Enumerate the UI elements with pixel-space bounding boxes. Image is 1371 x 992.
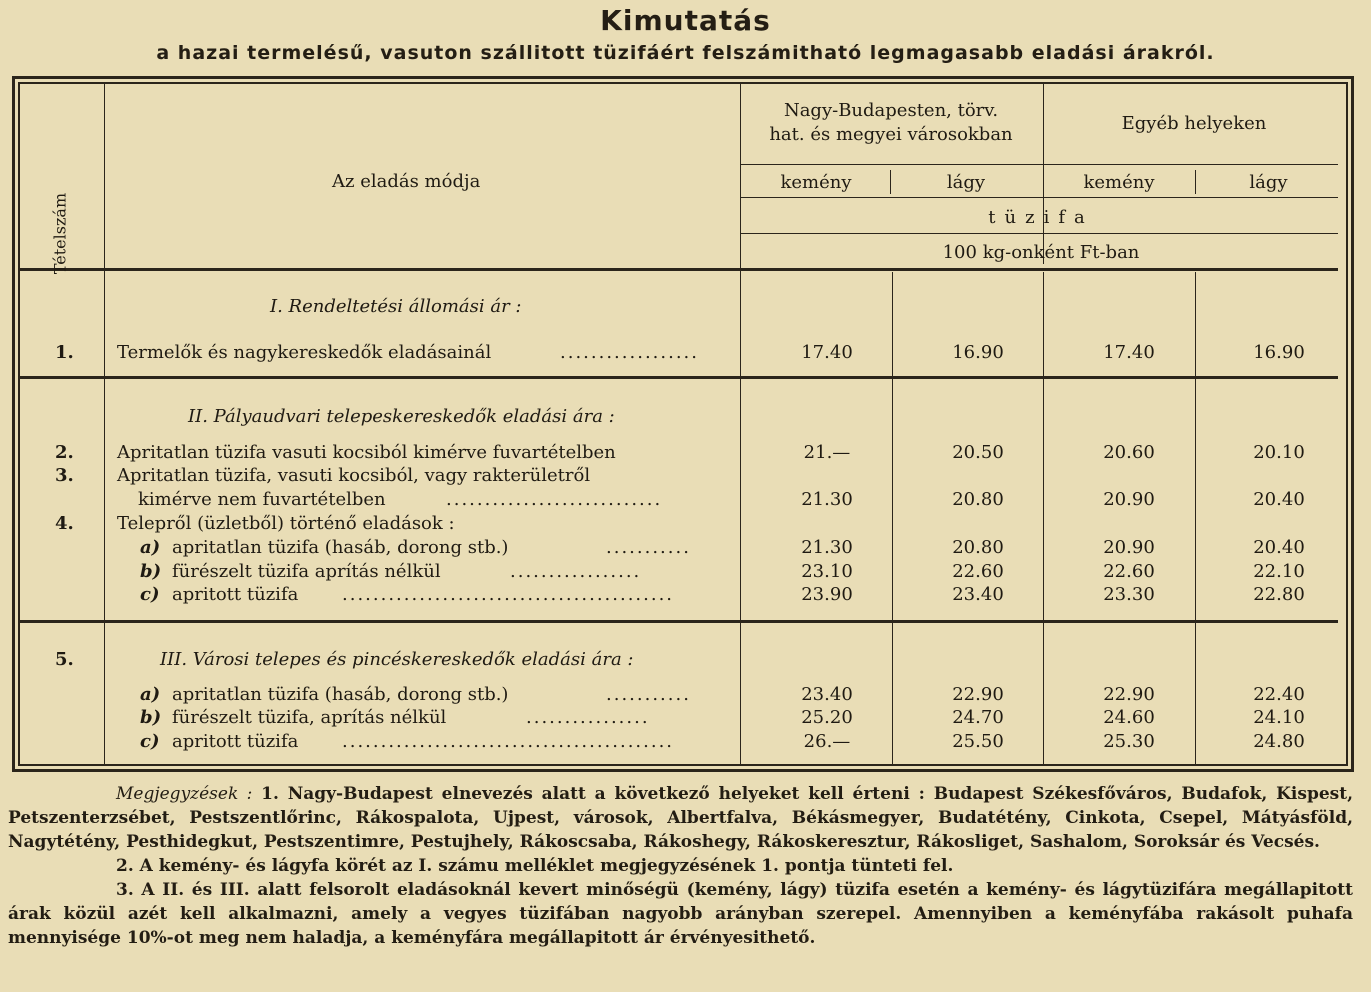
header-lagy-1: lágy xyxy=(946,172,986,193)
row-5c-letter: c) xyxy=(140,731,160,752)
row-4-number: 4. xyxy=(55,513,74,534)
row-5b-letter: b) xyxy=(140,707,162,728)
row-4b-value-4: 22.10 xyxy=(1253,561,1305,582)
header-group1-line1: Nagy-Budapesten, törv. xyxy=(783,100,999,121)
row-4b-letter: b) xyxy=(140,561,162,582)
note-1 xyxy=(8,782,1353,854)
row-1-value-4: 16.90 xyxy=(1253,342,1305,363)
row-4a-value-2: 20.80 xyxy=(952,537,1004,558)
row-4a-value-3: 20.90 xyxy=(1103,537,1155,558)
row-2-value-2: 20.50 xyxy=(952,442,1004,463)
row-5a-leader: ........... xyxy=(606,684,691,705)
header-group1-line2: hat. és megyei városokban xyxy=(769,124,1013,145)
row-4a-letter: a) xyxy=(140,537,161,558)
header-tuzifa: tüzifa xyxy=(988,207,1094,228)
row-4c-value-1: 23.90 xyxy=(801,584,853,605)
section-3-heading: III. Városi telepes és pincéskereskedők eladási ára : xyxy=(160,649,634,670)
note-1-text: 1. Nagy-Budapest elnevezés alatt a következő helyeket kell érteni : Budapest Székesfőváros, Budafok, Kispest, Petszenterzsébet, Pestszentlőrinc, Rákospalota, Ujpest, városok, Albertfalva, Békásmegyer, Budatétény, Cinkota, Csepel, Mátyásföld, Nagytétény, Pesthidegkut, Pestszentimre, Pestujhely, Rákoscsaba, Rákoshegy, Rákoskeresztur, Rákosliget, Sashalom, Soroksár és Vecsés. xyxy=(8,784,1354,852)
header-line-groups xyxy=(741,164,1338,165)
row-2-number: 2. xyxy=(55,442,74,463)
row-4a-label: apritatlan tüzifa (hasáb, dorong stb.) xyxy=(172,537,509,558)
row-5c-value-3: 25.30 xyxy=(1103,731,1155,752)
row-5b-leader: ................ xyxy=(526,707,650,728)
document-subtitle: a hazai termelésű, vasuton szállitott tüzifáért felszámitható legmagasabb eladási árakról. xyxy=(156,42,1215,64)
row-4c-value-2: 23.40 xyxy=(952,584,1004,605)
header-tetelszam: Tételszám xyxy=(50,192,70,275)
section-line-1 xyxy=(20,376,1338,379)
row-3-label-line2: kimérve nem fuvartételben xyxy=(138,489,386,510)
col-divider-mod xyxy=(104,84,105,764)
notes-block xyxy=(8,782,1353,950)
row-5c-value-4: 24.80 xyxy=(1253,731,1305,752)
row-3-value-4: 20.40 xyxy=(1253,489,1305,510)
header-group2: Egyéb helyeken xyxy=(1121,113,1267,134)
row-2-value-3: 20.60 xyxy=(1103,442,1155,463)
row-5c-leader: ........................................... xyxy=(342,731,675,752)
row-2-label: Apritatlan tüzifa vasuti kocsiból kimérve fuvartételben xyxy=(117,442,616,463)
row-5a-value-2: 22.90 xyxy=(952,684,1004,705)
row-5b-value-4: 24.10 xyxy=(1253,707,1305,728)
row-5a-value-4: 22.40 xyxy=(1253,684,1305,705)
row-4c-letter: c) xyxy=(140,584,160,605)
note-3: 3. A II. és III. alatt felsorolt eladásoknál kevert minőségü (kemény, lágy) tüzifa esetén a kemény- és lágytüzifára megállapitott árak közül azét kell alkalmazni, amely a vegyes tüzifában nagyobb arányban szerepel. Amennyiben a keményfába rakásolt puhafa mennyisége 10%-ot meg nem haladja, a keményfára megállapitott ár érvényesithető. xyxy=(8,880,1353,948)
header-kemeny-2: kemény xyxy=(1083,172,1155,193)
row-4a-value-4: 20.40 xyxy=(1253,537,1305,558)
section-line-2 xyxy=(20,620,1338,623)
row-4b-value-1: 23.10 xyxy=(801,561,853,582)
row-1-leader: .................. xyxy=(560,342,699,363)
document-title: Kimutatás xyxy=(600,4,771,37)
row-1-label: Termelők és nagykereskedők eladásainál xyxy=(117,342,492,363)
row-1-value-3: 17.40 xyxy=(1103,342,1155,363)
row-2-value-4: 20.10 xyxy=(1253,442,1305,463)
row-4b-label: fürészelt tüzifa aprítás nélkül xyxy=(172,561,441,582)
row-5c-value-2: 25.50 xyxy=(952,731,1004,752)
header-line-tuzifa xyxy=(741,233,1338,234)
row-1-value-2: 16.90 xyxy=(952,342,1004,363)
row-5-number: 5. xyxy=(55,649,74,670)
row-5b-value-3: 24.60 xyxy=(1103,707,1155,728)
row-5a-label: apritatlan tüzifa (hasáb, dorong stb.) xyxy=(172,684,509,705)
row-4-label: Telepről (üzletből) történő eladások : xyxy=(117,513,455,534)
row-3-leader: ............................ xyxy=(446,489,663,510)
row-5a-value-3: 22.90 xyxy=(1103,684,1155,705)
row-3-value-3: 20.90 xyxy=(1103,489,1155,510)
row-4a-value-1: 21.30 xyxy=(801,537,853,558)
row-5c-label: apritott tüzifa xyxy=(172,731,299,752)
row-4b-leader: ................. xyxy=(510,561,642,582)
row-3-value-1: 21.30 xyxy=(801,489,853,510)
row-3-label-line1: Apritatlan tüzifa, vasuti kocsiból, vagy rakterületről xyxy=(117,465,591,486)
row-5c-value-1: 26.— xyxy=(803,731,851,752)
row-5a-letter: a) xyxy=(140,684,161,705)
row-5b-label: fürészelt tüzifa, aprítás nélkül xyxy=(172,707,447,728)
row-4b-value-2: 22.60 xyxy=(952,561,1004,582)
row-2-value-1: 21.— xyxy=(803,442,851,463)
row-4c-value-3: 23.30 xyxy=(1103,584,1155,605)
row-4a-leader: ........... xyxy=(606,537,691,558)
notes-lead: Megjegyzések : xyxy=(116,784,253,804)
row-4b-value-3: 22.60 xyxy=(1103,561,1155,582)
row-4c-value-4: 22.80 xyxy=(1253,584,1305,605)
note-2: 2. A kemény- és lágyfa körét az I. számu melléklet megjegyzésének 1. pontja tünteti fel. xyxy=(116,856,954,876)
row-4c-label: apritott tüzifa xyxy=(172,584,299,605)
row-5b-value-1: 25.20 xyxy=(801,707,853,728)
row-5a-value-1: 23.40 xyxy=(801,684,853,705)
section-1-heading: I. Rendeltetési állomási ár : xyxy=(270,296,522,317)
section-2-heading: II. Pályaudvari telepeskereskedők eladási ára : xyxy=(188,406,615,427)
row-3-value-2: 20.80 xyxy=(952,489,1004,510)
row-1-value-1: 17.40 xyxy=(801,342,853,363)
row-3-number: 3. xyxy=(55,465,74,486)
row-5b-value-2: 24.70 xyxy=(952,707,1004,728)
header-line-hardness xyxy=(741,197,1338,198)
header-lagy-2: lágy xyxy=(1249,172,1288,193)
header-unit: 100 kg-onként Ft-ban xyxy=(942,242,1140,263)
row-4c-leader: ........................................... xyxy=(342,584,675,605)
header-kemeny-1: kemény xyxy=(780,172,852,193)
header-bottom-line xyxy=(20,268,1338,271)
row-1-number: 1. xyxy=(55,342,74,363)
header-eladas-modja: Az eladás módja xyxy=(332,171,481,192)
